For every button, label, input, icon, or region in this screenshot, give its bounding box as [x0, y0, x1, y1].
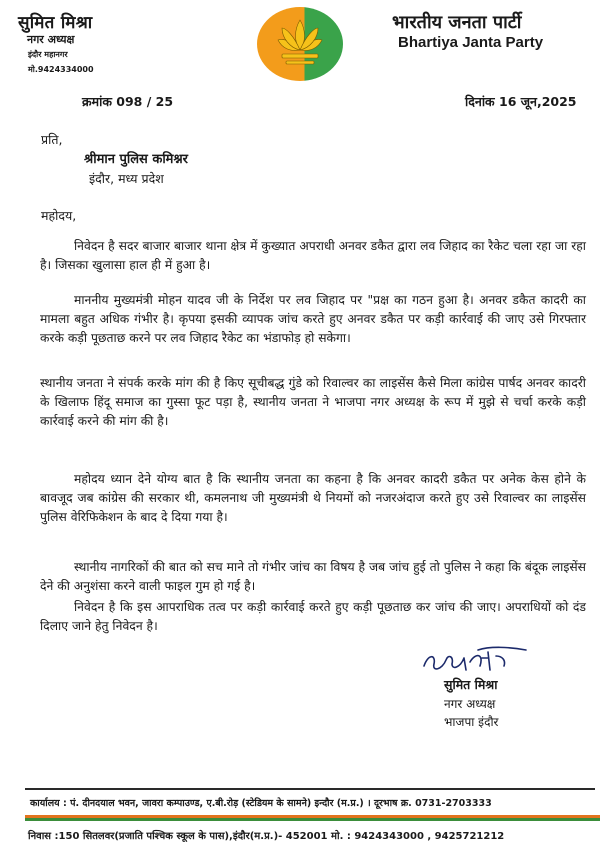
paragraph: निवेदन है कि इस आपराधिक तत्व पर कड़ी कार्रवाई करते हुए कड़ी पूछताछ कर जांच की जाए। अपराधियों को दंड दिलाए जाने हेतु निवेदन है। — [40, 600, 586, 633]
salutation-to: प्रति, — [41, 132, 63, 147]
sender-name: सुमित मिश्रा — [18, 13, 93, 33]
sender-designation: नगर अध्यक्ष — [27, 33, 75, 46]
signatory-title: नगर अध्यक्ष — [444, 697, 496, 711]
office-address: कार्यालय : पं. दीनदयाल भवन, जावरा कम्पाउण्ड, ए.बी.रोड़ (स्टेडियम के सामने) इन्दौर (म.प्र.) । दूरभाष क्र. 0731-2703333 — [30, 798, 492, 809]
letter-date: दिनांक 16 जून,2025 — [465, 94, 577, 109]
paragraph: स्थानीय जनता ने संपर्क करके मांग की है किए सूचीबद्ध गुंडे को रिवाल्वर का लाइसेंस कैसे मिला कांग्रेस पार्षद अनवर कादरी के खिलाफ हिंदू समाज का गुस्सा फूट पड़ा है, स्थानीय जनता ने भाजपा नगर अध्यक्ष के रूप में मुझे से चर्चा करके कड़ी कार्रवाई करने की मांग की है। — [40, 376, 586, 428]
signatory-name: सुमित मिश्रा — [444, 677, 498, 692]
paragraph: निवेदन है सदर बाजार बाजार थाना क्षेत्र में कुख्यात अपराधी अनवर डकैत द्वारा लव जिहाद का रैकेट चला रहा जा रहा है। जिसका खुलासा हाल ही में हुआ है। — [40, 239, 586, 272]
paragraph: माननीय मुख्यमंत्री मोहन यादव जी के निर्देश पर लव जिहाद पर "प्रक्ष का गठन हुआ है। अनवर डकैत कादरी का मामला बहुत अधिक गंभीर है। कृपया इसकी व्यापक जांच करते हुए अनवर डकैत पर कड़ी कार्रवाई की जाए उसे गिरफ्तार करके कड़ी पूछताछ करने पर लव जिहाद रैकेट का भंडाफोड़ हो सकेगा। — [40, 293, 586, 345]
reference-number: क्रमांक 098 / 25 — [82, 94, 174, 109]
sender-city: इंदौर महानगर — [28, 50, 68, 59]
party-name-hindi: भारतीय जनता पार्टी — [392, 12, 522, 33]
party-name-english: Bhartiya Janta Party — [398, 34, 544, 51]
lotus-icon — [256, 6, 344, 82]
paragraph: स्थानीय नागरिकों की बात को सच माने तो गंभीर जांच का विषय है जब जांच हुई तो पुलिस ने कहा कि बंदूक लाइसेंस देने की अनुशंसा करने वाली फाइल गुम हो गई है। — [40, 560, 586, 593]
residence-address: निवास :150 सितलवर(प्रजाति पश्चिक स्कूल के पास),इंदौर(म.प्र.)- 452001 मो. : 9424343000 , 9425721212 — [28, 831, 505, 842]
addressee-line2: इंदौर, मध्य प्रदेश — [89, 171, 164, 186]
paragraph: महोदय ध्यान देने योग्य बात है कि स्थानीय जनता का कहना है कि अनवर कादरी डकैत पर अनेक केस होने के बावजूद जब कांग्रेस की सरकार थी, कमलनाथ जी मुख्यमंत्री थे नियमों को नजरअंदाज करते हुए उसे रिवाल्वर का लाइसेंस पुलिस वेरिफिकेशन के बाद दे दिया गया है। — [40, 472, 586, 524]
footer-divider — [25, 788, 595, 790]
salutation: महोदय, — [41, 208, 77, 223]
signatory-unit: भाजपा इंदौर — [444, 715, 499, 729]
handwritten-signature — [418, 644, 528, 678]
sender-mobile: मो.9424334000 — [28, 65, 94, 74]
footer-green-stripe — [25, 818, 600, 821]
addressee-line1: श्रीमान पुलिस कमिश्नर — [84, 152, 188, 167]
